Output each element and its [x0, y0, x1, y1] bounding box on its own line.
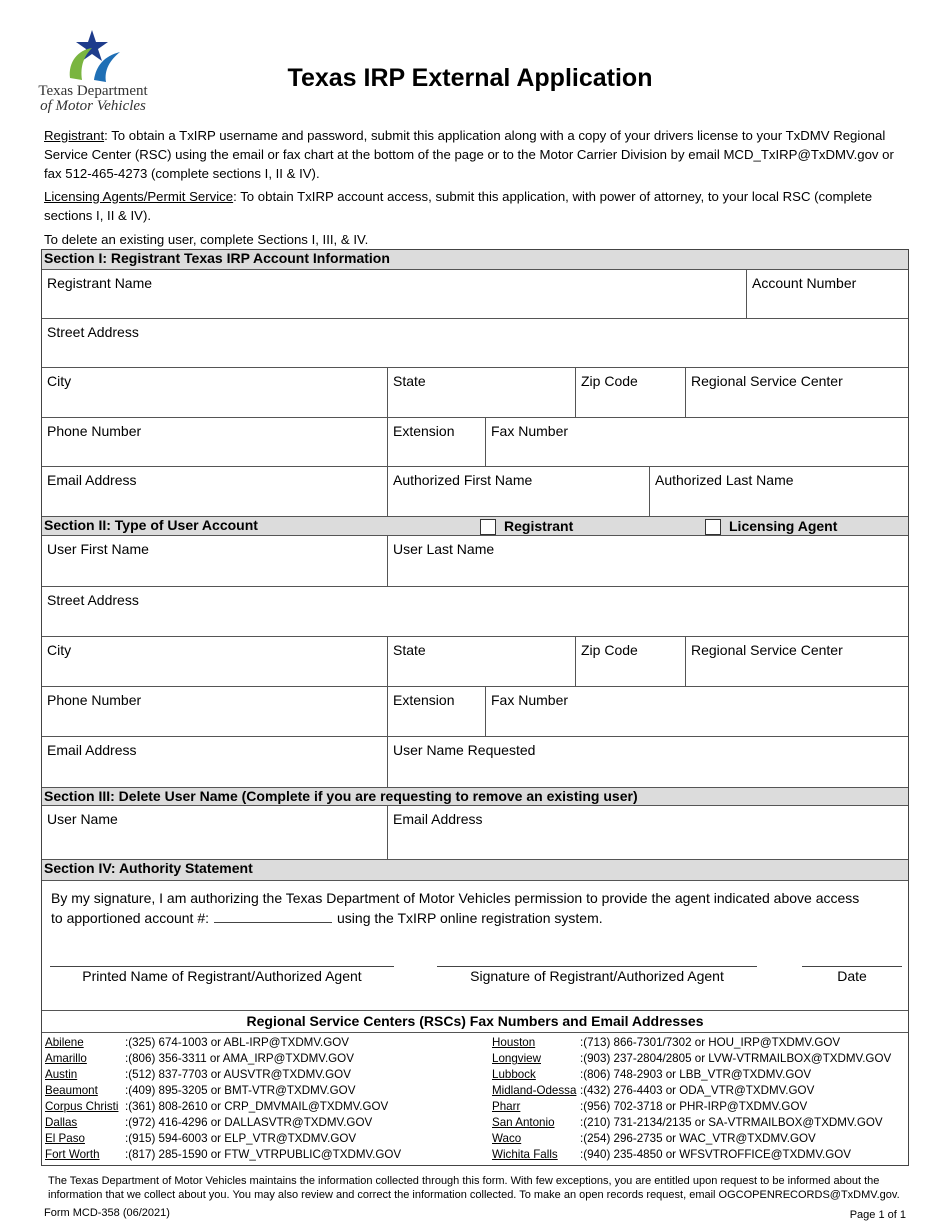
s1-fax-label: Fax Number	[491, 423, 569, 439]
account-number-field[interactable]	[747, 270, 908, 319]
logo-line2: of Motor Vehicles	[40, 98, 146, 114]
rsc-info: (915) 594-6003 or ELP_VTR@TXDMV.GOV	[128, 1132, 357, 1145]
s2-rsc-label: Regional Service Center	[691, 642, 843, 658]
s1-rsc-field[interactable]	[686, 368, 908, 418]
section3-header: Section III: Delete User Name (Complete if you are requesting to remove an existing user)	[42, 787, 908, 806]
delete-email-field[interactable]	[388, 806, 908, 859]
rsc-city-link[interactable]: Fort Worth	[45, 1148, 100, 1161]
registrant-name-label: Registrant Name	[47, 275, 153, 291]
s2-zip-field[interactable]	[576, 637, 686, 687]
rsc-info: (361) 808-2610 or CRP_DMVMAIL@TXDMV.GOV	[128, 1100, 389, 1113]
section1-header: Section I: Registrant Texas IRP Account Information	[42, 250, 908, 270]
rsc-city-link[interactable]: Lubbock	[492, 1068, 536, 1081]
s2-phone-field[interactable]	[42, 687, 388, 737]
rsc-info: (972) 416-4296 or DALLASVTR@TXDMV.GOV	[128, 1116, 373, 1129]
section2-title: Section II: Type of User Account	[44, 517, 258, 533]
rsc-row: Houston :(713) 866-7301/7302 or HOU_IRP@TXDMV.GOV	[492, 1036, 841, 1049]
s1-extension-field[interactable]	[388, 418, 486, 467]
rsc-city-link[interactable]: Midland-Odessa	[492, 1084, 577, 1097]
s1-phone-field[interactable]	[42, 418, 388, 467]
rsc-row: El Paso :(915) 594-6003 or ELP_VTR@TXDMV.GOV	[45, 1132, 357, 1145]
s2-state-label: State	[393, 642, 426, 658]
rsc-info: (940) 235-4850 or WFSVTROFFICE@TXDMV.GOV	[583, 1148, 851, 1161]
s1-extension-label: Extension	[393, 423, 455, 439]
user-first-name-field[interactable]	[42, 536, 388, 587]
rsc-city-link[interactable]: Dallas	[45, 1116, 78, 1129]
logo-line1: Texas Department	[38, 83, 148, 99]
rsc-info: (432) 276-4403 or ODA_VTR@TXDMV.GOV	[583, 1084, 815, 1097]
s2-extension-label: Extension	[393, 692, 455, 708]
rsc-row: Lubbock :(806) 748-2903 or LBB_VTR@TXDMV.GOV	[492, 1068, 812, 1081]
registrant-checkbox[interactable]	[480, 519, 496, 535]
user-first-name-label: User First Name	[47, 541, 149, 557]
s2-city-label: City	[47, 642, 72, 658]
date-label: Date	[837, 968, 867, 984]
delete-user-name-label: User Name	[47, 811, 118, 827]
s2-state-field[interactable]	[388, 637, 576, 687]
s2-street-label: Street Address	[47, 592, 139, 608]
s2-phone-label: Phone Number	[47, 692, 142, 708]
rsc-info: (210) 731-2134/2135 or SA-VTRMAILBOX@TXDMV.GOV	[583, 1116, 883, 1129]
rsc-row: Longview :(903) 237-2804/2805 or LVW-VTRMAILBOX@TXDMV.GOV	[492, 1052, 892, 1065]
rsc-row: Wichita Falls :(940) 235-4850 or WFSVTROFFICE@TXDMV.GOV	[492, 1148, 851, 1161]
s2-email-label: Email Address	[47, 742, 137, 758]
authorized-last-name-field[interactable]	[650, 467, 908, 516]
rsc-city-link[interactable]: Houston	[492, 1036, 536, 1049]
account-number-label: Account Number	[752, 275, 857, 291]
rsc-row: Fort Worth :(817) 285-1590 or FTW_VTRPUBLIC@TXDMV.GOV	[45, 1148, 402, 1161]
rsc-city-link[interactable]: Waco	[492, 1132, 522, 1145]
authority-statement	[51, 888, 901, 928]
rsc-info: (409) 895-3205 or BMT-VTR@TXDMV.GOV	[128, 1084, 356, 1097]
rsc-row: Beaumont :(409) 895-3205 or BMT-VTR@TXDMV.GOV	[45, 1084, 356, 1097]
application-form	[41, 249, 909, 1166]
rsc-info: (806) 748-2903 or LBB_VTR@TXDMV.GOV	[583, 1068, 812, 1081]
rsc-info: (325) 674-1003 or ABL-IRP@TXDMV.GOV	[128, 1036, 350, 1049]
rsc-info: (254) 296-2735 or WAC_VTR@TXDMV.GOV	[583, 1132, 816, 1145]
rsc-city-link[interactable]: Beaumont	[45, 1084, 98, 1097]
rsc-info: (806) 356-3311 or AMA_IRP@TXDMV.GOV	[128, 1052, 354, 1065]
registrant-name-field[interactable]	[42, 270, 747, 319]
authority-text-tail: using the TxIRP online registration system.	[337, 910, 603, 926]
rsc-city-link[interactable]: Pharr	[492, 1100, 521, 1113]
rsc-row: Dallas :(972) 416-4296 or DALLASVTR@TXDMV.GOV	[45, 1116, 373, 1129]
s2-zip-label: Zip Code	[581, 642, 638, 658]
s2-email-field[interactable]	[42, 737, 388, 787]
authority-text-line2	[51, 908, 901, 928]
rsc-info: (512) 837-7703 or AUSVTR@TXDMV.GOV	[128, 1068, 351, 1081]
rsc-info: (817) 285-1590 or FTW_VTRPUBLIC@TXDMV.GOV	[128, 1148, 402, 1161]
section4-header: Section IV: Authority Statement	[42, 859, 908, 881]
s1-fax-field[interactable]	[486, 418, 908, 467]
star-logo-icon	[30, 28, 156, 84]
rsc-row: Waco :(254) 296-2735 or WAC_VTR@TXDMV.GOV	[492, 1132, 816, 1145]
licensing-agent-option-label: Licensing Agent	[729, 518, 838, 534]
account-number-prompt: to apportioned account #:	[51, 910, 210, 926]
rsc-city-link[interactable]: Austin	[45, 1068, 78, 1081]
rsc-info: (956) 702-3718 or PHR-IRP@TXDMV.GOV	[583, 1100, 808, 1113]
s1-phone-label: Phone Number	[47, 423, 142, 439]
s1-state-field[interactable]	[388, 368, 576, 418]
s1-zip-field[interactable]	[576, 368, 686, 418]
s1-street-label: Street Address	[47, 324, 139, 340]
s1-street-field[interactable]	[42, 319, 908, 368]
licensing-agent-option[interactable]	[705, 518, 837, 535]
rsc-city-link[interactable]: Corpus Christi	[45, 1100, 119, 1113]
rsc-row: Pharr :(956) 702-3718 or PHR-IRP@TXDMV.GOV	[492, 1100, 808, 1113]
registrant-text: : To obtain a TxIRP username and password, submit this application along with a copy of your drivers license to your TxDMV Regional Service Center (RSC) using the email or fax chart at the bottom of the page or to the Motor Carrier Division by email MCD_TxIRP@TxDMV.gov or fax 512-465-4273 (complete sections I, II & IV).	[44, 128, 894, 181]
rsc-city-link[interactable]: Abilene	[45, 1036, 84, 1049]
authority-text-line1: By my signature, I am authorizing the Texas Department of Motor Vehicles permission to provide the agent indicated above access	[51, 890, 860, 906]
rsc-row: Corpus Christi :(361) 808-2610 or CRP_DMVMAIL@TXDMV.GOV	[45, 1100, 389, 1113]
authorized-last-name-label: Authorized Last Name	[655, 472, 794, 488]
s2-street-field[interactable]	[42, 587, 908, 637]
rsc-city-link[interactable]: Longview	[492, 1052, 541, 1065]
signature-label: Signature of Registrant/Authorized Agent	[470, 968, 724, 984]
agent-text: : To obtain TxIRP account access, submit this application, with power of attorney, to your local RSC (complete sections I, II & IV).	[44, 189, 873, 223]
rsc-list-left	[45, 1035, 485, 1163]
rsc-row: San Antonio :(210) 731-2134/2135 or SA-VTRMAILBOX@TXDMV.GOV	[492, 1116, 883, 1129]
rsc-list-right	[492, 1035, 906, 1163]
rsc-city-link[interactable]: Amarillo	[45, 1052, 87, 1065]
s1-rsc-label: Regional Service Center	[691, 373, 843, 389]
rsc-info: (713) 866-7301/7302 or HOU_IRP@TXDMV.GOV	[583, 1036, 841, 1049]
s2-extension-field[interactable]	[388, 687, 486, 737]
rsc-city-link[interactable]: San Antonio	[492, 1116, 555, 1129]
s2-fax-label: Fax Number	[491, 692, 569, 708]
rsc-city-link[interactable]: El Paso	[45, 1132, 85, 1145]
page-title: Texas IRP External Application	[287, 64, 653, 92]
rsc-city-link[interactable]: Wichita Falls	[492, 1148, 558, 1161]
rsc-row: Abilene :(325) 674-1003 or ABL-IRP@TXDMV.GOV	[45, 1036, 350, 1049]
rsc-row: Amarillo :(806) 356-3311 or AMA_IRP@TXDMV.GOV	[45, 1052, 354, 1065]
licensing-agent-checkbox[interactable]	[705, 519, 721, 535]
form-number: Form MCD-358 (06/2021)	[44, 1207, 170, 1219]
user-name-requested-label: User Name Requested	[393, 742, 536, 758]
intro-delete: To delete an existing user, complete Sections I, III, & IV.	[44, 232, 369, 247]
printed-name-line[interactable]	[50, 966, 394, 967]
rsc-title: Regional Service Centers (RSCs) Fax Numbers and Email Addresses	[42, 1011, 908, 1033]
s1-city-label: City	[47, 373, 72, 389]
date-line[interactable]	[802, 966, 902, 967]
user-name-requested-field[interactable]	[388, 737, 908, 787]
s1-zip-label: Zip Code	[581, 373, 638, 389]
authorized-first-name-field[interactable]	[388, 467, 650, 516]
rsc-row: Austin :(512) 837-7703 or AUSVTR@TXDMV.GOV	[45, 1068, 351, 1081]
rsc-info: (903) 237-2804/2805 or LVW-VTRMAILBOX@TXDMV.GOV	[583, 1052, 892, 1065]
intro-registrant	[44, 126, 914, 183]
txdmv-logo	[30, 28, 156, 120]
intro-agent	[44, 187, 914, 225]
privacy-notice: The Texas Department of Motor Vehicles maintains the information collected through this form. With few exceptions, you are entitled upon request to be informed about the information that we collect about you. You may also review and correct the information collected. To make an open records request, email OGCOPENRECORDS@TxDMV.gov.	[48, 1175, 900, 1201]
user-last-name-field[interactable]	[388, 536, 908, 587]
page-number: Page 1 of 1	[849, 1209, 906, 1221]
s1-email-label: Email Address	[47, 472, 137, 488]
s2-fax-field[interactable]	[486, 687, 908, 737]
authorized-first-name-label: Authorized First Name	[393, 472, 533, 488]
delete-user-name-field[interactable]	[42, 806, 388, 859]
user-last-name-label: User Last Name	[393, 541, 495, 557]
delete-email-label: Email Address	[393, 811, 483, 827]
signature-line[interactable]	[437, 966, 757, 967]
s1-city-field[interactable]	[42, 368, 388, 418]
s2-rsc-field[interactable]	[686, 637, 908, 687]
registrant-lead: Registrant	[44, 128, 105, 143]
agent-lead: Licensing Agents/Permit Service	[44, 189, 234, 204]
rsc-row: Midland-Odessa :(432) 276-4403 or ODA_VTR@TXDMV.GOV	[492, 1084, 815, 1097]
s2-city-field[interactable]	[42, 637, 388, 687]
s1-state-label: State	[393, 373, 426, 389]
apportioned-account-input[interactable]	[214, 908, 332, 923]
registrant-option[interactable]	[480, 518, 573, 535]
registrant-option-label: Registrant	[504, 518, 574, 534]
s1-email-field[interactable]	[42, 467, 388, 516]
printed-name-label: Printed Name of Registrant/Authorized Agent	[82, 968, 362, 984]
section2-header	[42, 516, 908, 536]
